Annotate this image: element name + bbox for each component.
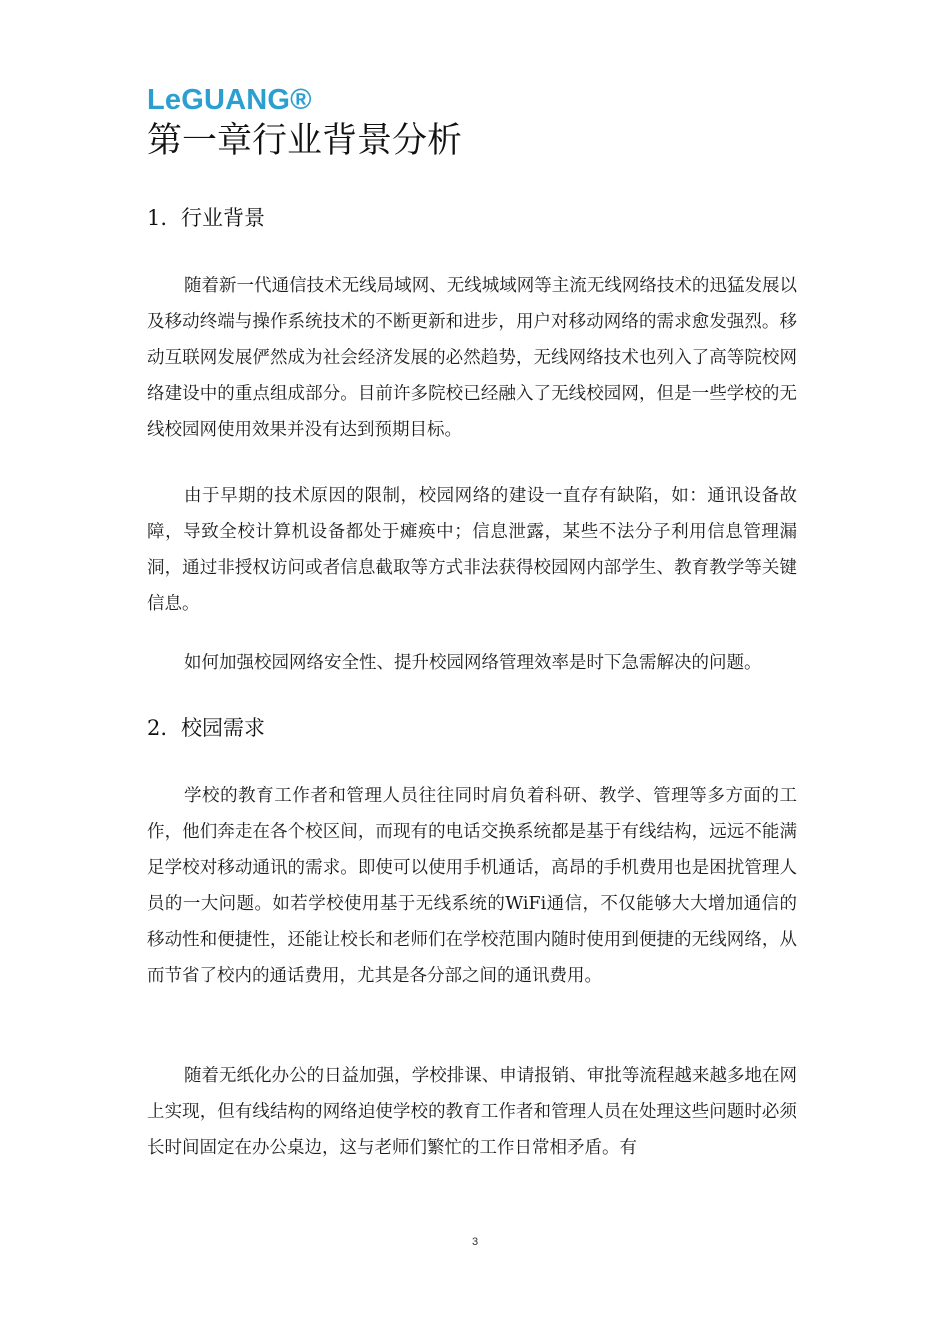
section-heading-campus-needs [147, 713, 265, 743]
section-number: 2. [147, 716, 168, 740]
page-number: 3 [471, 1236, 479, 1248]
paragraph: 学校的教育工作者和管理人员往往同时肩负着科研、教学、管理等多方面的工作，他们奔走在各个校区间，而现有的电话交换系统都是基于有线结构，远远不能满足学校对移动通讯的需求。即使可以使用手机通话，高昂的手机费用也是困扰管理人员的一大问题。如若学校使用基于无线系统的WiFi通信，不仅能够大大增加通信的移动性和便捷性，还能让校长和老师们在学校范围内随时使用到便捷的无线网络，从而节省了校内的通话费用，尤其是各分部之间的通讯费用。 [147, 786, 797, 986]
paragraph: 随着无纸化办公的日益加强，学校排课、申请报销、审批等流程越来越多地在网上实现，但有线结构的网络迫使学校的教育工作者和管理人员在处理这些问题时必须长时间固定在办公桌边，这与老师们繁忙的工作日常相矛盾。有 [147, 1066, 797, 1158]
chapter-title: 第一章行业背景分析 [147, 121, 463, 161]
paragraph: 如何加强校园网络安全性、提升校园网络管理效率是时下急需解决的问题。 [184, 653, 762, 673]
section-number: 1. [147, 206, 168, 230]
section-title: 校园需求 [181, 716, 265, 740]
paragraph: 由于早期的技术原因的限制，校园网络的建设一直存有缺陷，如：通讯设备故障，导致全校计算机设备都处于瘫痪中；信息泄露，某些不法分子利用信息管理漏洞，通过非授权访问或者信息截取等方式非法获得校园网内部学生、教育教学等关键信息。 [147, 486, 797, 614]
section-title: 行业背景 [181, 206, 265, 230]
section-heading-industry-background [147, 203, 265, 233]
company-logo: LeGUANG® [147, 84, 312, 116]
paragraph: 随着新一代通信技术无线局域网、无线城域网等主流无线网络技术的迅猛发展以及移动终端与操作系统技术的不断更新和进步，用户对移动网络的需求愈发强烈。移动互联网发展俨然成为社会经济发展的必然趋势，无线网络技术也列入了高等院校网络建设中的重点组成部分。目前许多院校已经融入了无线校园网，但是一些学校的无线校园网使用效果并没有达到预期目标。 [147, 276, 797, 440]
